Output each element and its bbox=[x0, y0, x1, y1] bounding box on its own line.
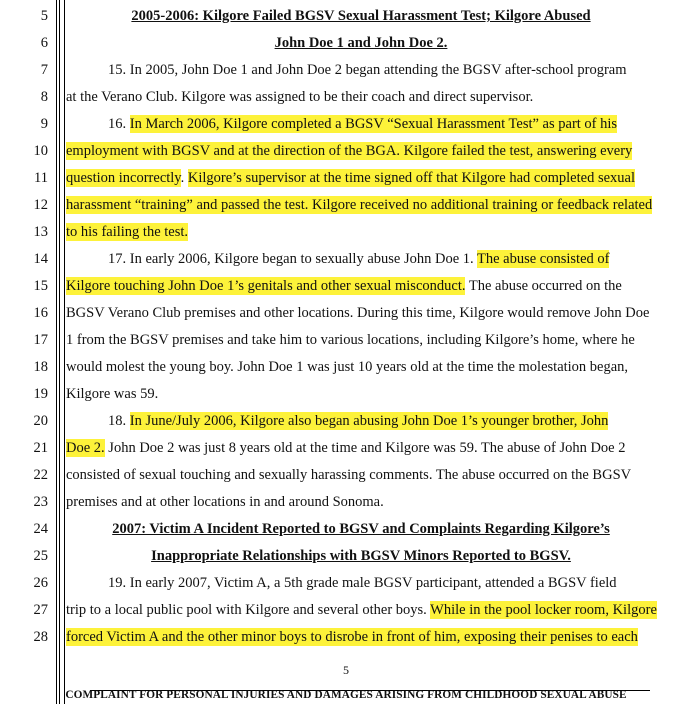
section-heading bbox=[66, 516, 656, 543]
paragraph-line: 15. In 2005, John Doe 1 and John Doe 2 began attending the BGSV after-school program bbox=[108, 62, 627, 78]
paragraph-line: premises and at other locations in and around Sonoma. bbox=[66, 494, 384, 510]
highlighted-text: to his failing the test. bbox=[66, 224, 189, 240]
highlighted-text: employment with BGSV and at the direction of the BGA. Kilgore failed the test, answering every bbox=[66, 143, 633, 159]
section-heading bbox=[66, 543, 656, 570]
paragraph-line bbox=[66, 246, 692, 273]
paragraph-line bbox=[66, 165, 692, 192]
paragraph-number: 16. bbox=[108, 116, 130, 132]
document-footer: COMPLAINT FOR PERSONAL INJURIES AND DAMAGES ARISING FROM CHILDHOOD SEXUAL ABUSE bbox=[65, 689, 627, 701]
line-number: 24 bbox=[33, 521, 48, 537]
line-number: 14 bbox=[33, 251, 48, 267]
paragraph-line bbox=[66, 624, 692, 651]
paragraph-line: BGSV Verano Club premises and other locations. During this time, Kilgore would remove John Doe bbox=[66, 305, 650, 321]
line-number: 28 bbox=[33, 629, 48, 645]
section-heading bbox=[66, 3, 656, 30]
plain-text: 17. In early 2006, Kilgore began to sexually abuse John Doe 1. bbox=[108, 251, 477, 267]
highlighted-text: forced Victim A and the other minor boys to disrobe in front of him, exposing their penises to each bbox=[66, 629, 638, 645]
line-number: 18 bbox=[33, 359, 48, 375]
heading-text: Inappropriate Relationships with BGSV Minors Reported to BGSV. bbox=[151, 548, 571, 564]
line-number: 27 bbox=[33, 602, 48, 618]
paragraph-line bbox=[66, 435, 692, 462]
highlighted-text: Kilgore touching John Doe 1’s genitals and other sexual misconduct. bbox=[66, 278, 466, 294]
line-number: 22 bbox=[33, 467, 48, 483]
line-number: 21 bbox=[33, 440, 48, 456]
highlighted-text: The abuse consisted of bbox=[477, 251, 610, 267]
margin-rule-left bbox=[56, 0, 57, 704]
line-number: 15 bbox=[33, 278, 48, 294]
line-number: 9 bbox=[40, 116, 48, 132]
line-number: 6 bbox=[40, 35, 48, 51]
plain-text: John Doe 2 was just 8 years old at the time and Kilgore was 59. The abuse of John Doe 2 bbox=[104, 440, 626, 456]
line-number: 16 bbox=[33, 305, 48, 321]
plain-text: . bbox=[180, 170, 188, 186]
heading-text: 2005-2006: Kilgore Failed BGSV Sexual Harassment Test; Kilgore Abused bbox=[131, 8, 591, 24]
paragraph-line bbox=[66, 192, 692, 219]
line-number: 13 bbox=[33, 224, 48, 240]
paragraph-line bbox=[66, 138, 692, 165]
line-number: 23 bbox=[33, 494, 48, 510]
plain-text: trip to a local public pool with Kilgore and several other boys. bbox=[66, 602, 431, 618]
highlighted-text: harassment “training” and passed the test. Kilgore received no additional training or feedback related bbox=[66, 197, 653, 213]
paragraph-line bbox=[66, 408, 692, 435]
line-number: 10 bbox=[33, 143, 48, 159]
highlighted-text: In June/July 2006, Kilgore also began abusing John Doe 1’s younger brother, John bbox=[129, 413, 609, 429]
paragraph-line: at the Verano Club. Kilgore was assigned to be their coach and direct supervisor. bbox=[66, 89, 534, 105]
paragraph-line bbox=[66, 597, 692, 624]
line-number: 19 bbox=[33, 386, 48, 402]
paragraph-number: 18. bbox=[108, 413, 130, 429]
line-number: 17 bbox=[33, 332, 48, 348]
line-number: 20 bbox=[33, 413, 48, 429]
page-number: 5 bbox=[343, 663, 349, 677]
margin-rule-right bbox=[64, 0, 65, 704]
margin-rule-middle bbox=[59, 0, 60, 704]
paragraph-line: 1 from the BGSV premises and take him to various locations, including Kilgore’s home, where he bbox=[66, 332, 635, 348]
line-number: 25 bbox=[33, 548, 48, 564]
paragraph-line: 19. In early 2007, Victim A, a 5th grade male BGSV participant, attended a BGSV field bbox=[108, 575, 617, 591]
paragraph-line: Kilgore was 59. bbox=[66, 386, 159, 402]
highlighted-text: While in the pool locker room, Kilgore bbox=[430, 602, 657, 618]
line-number: 11 bbox=[34, 170, 48, 186]
line-number: 12 bbox=[33, 197, 48, 213]
section-heading bbox=[66, 30, 656, 57]
paragraph-line: consisted of sexual touching and sexually harassing comments. The abuse occurred on the BGSV bbox=[66, 467, 632, 483]
highlighted-text: Doe 2. bbox=[66, 440, 105, 456]
paragraph-line: would molest the young boy. John Doe 1 was just 10 years old at the time the molestation began, bbox=[66, 359, 629, 375]
line-number: 5 bbox=[40, 8, 48, 24]
heading-text: John Doe 1 and John Doe 2. bbox=[274, 35, 448, 51]
line-number: 8 bbox=[40, 89, 48, 105]
highlighted-text: question incorrectly bbox=[66, 170, 181, 186]
highlighted-text: In March 2006, Kilgore completed a BGSV “Sexual Harassment Test” as part of his bbox=[129, 116, 618, 132]
line-number: 26 bbox=[33, 575, 48, 591]
line-number: 7 bbox=[40, 62, 48, 78]
heading-text: 2007: Victim A Incident Reported to BGSV and Complaints Regarding Kilgore’s bbox=[112, 521, 610, 537]
paragraph-line bbox=[66, 219, 692, 246]
highlighted-text: Kilgore’s supervisor at the time signed off that Kilgore had completed sexual bbox=[187, 170, 635, 186]
paragraph-line bbox=[66, 111, 692, 138]
paragraph-line bbox=[66, 273, 692, 300]
plain-text: The abuse occurred on the bbox=[465, 278, 622, 294]
